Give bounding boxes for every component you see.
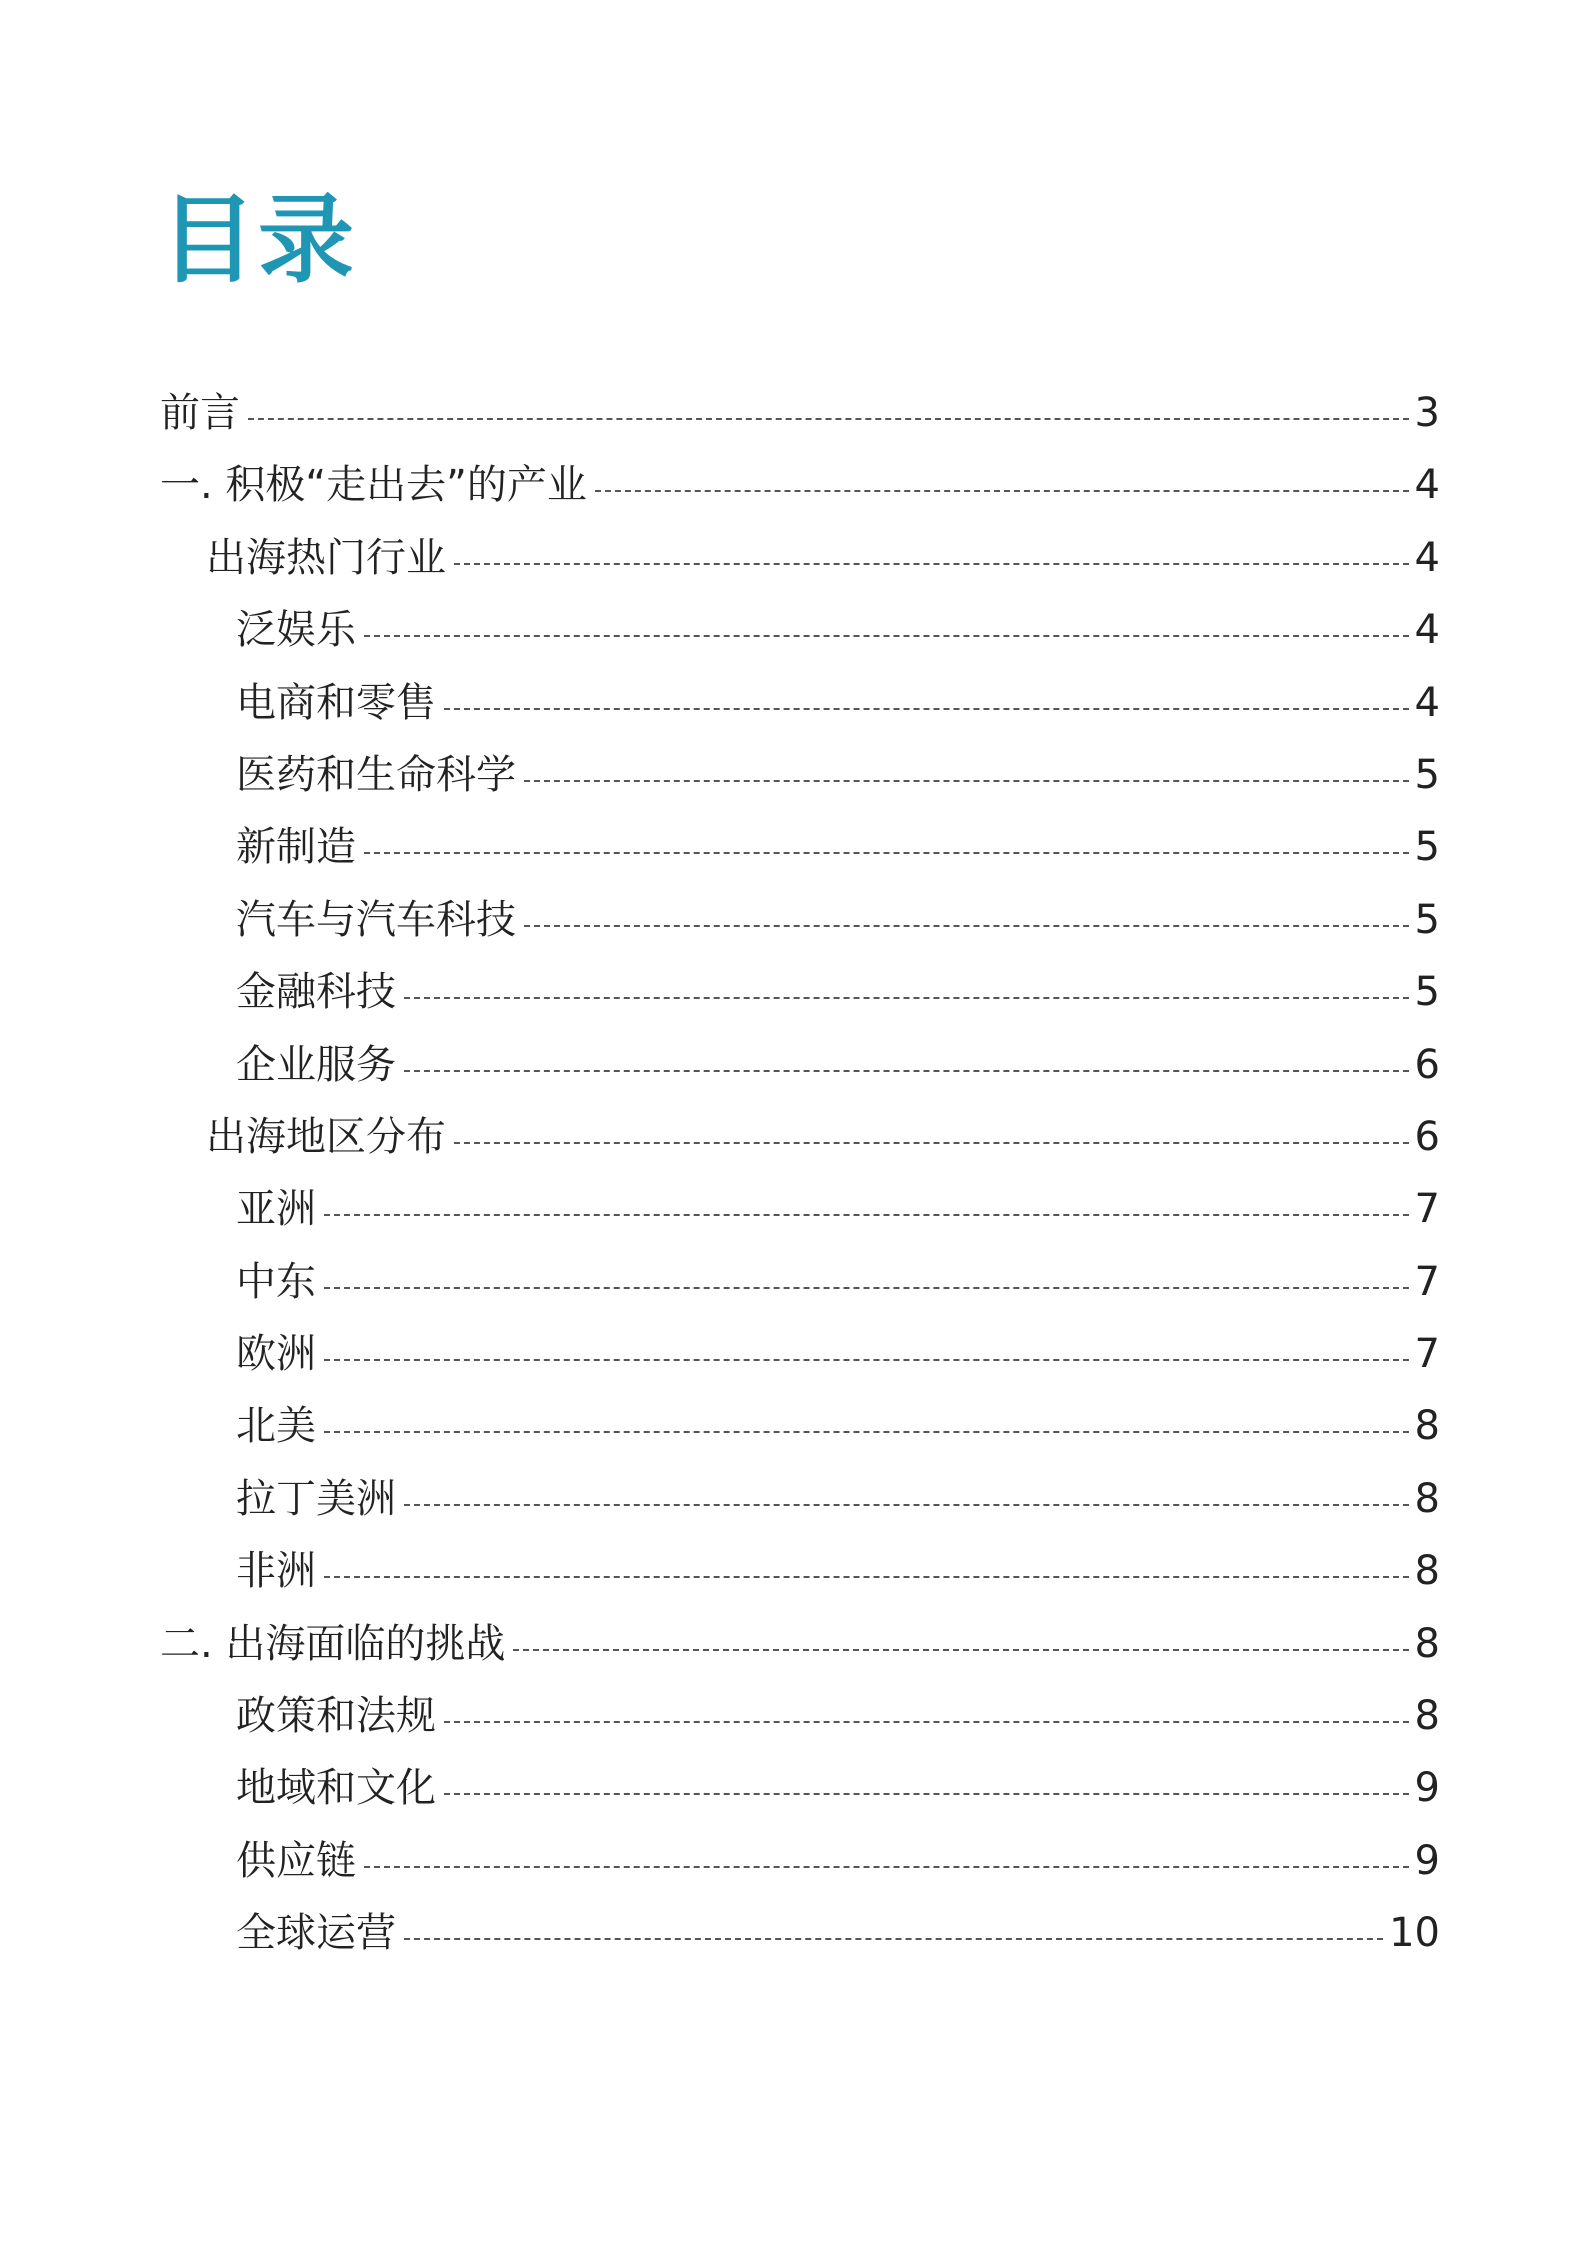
page-title: 目录 — [160, 184, 356, 296]
toc-entry[interactable] — [160, 811, 1440, 883]
dot-leader — [454, 563, 1409, 565]
dot-leader — [524, 925, 1409, 927]
toc-entry[interactable] — [160, 1173, 1440, 1245]
dot-leader — [324, 1431, 1409, 1433]
dot-leader — [404, 1070, 1409, 1072]
dot-leader — [404, 1938, 1383, 1940]
toc-entry-page: 7 — [1414, 1258, 1440, 1305]
toc-entry[interactable] — [160, 1029, 1440, 1101]
toc-entry-label: 北美 — [236, 1403, 316, 1450]
dot-leader — [364, 1866, 1409, 1868]
toc-entry[interactable] — [160, 1752, 1440, 1824]
toc-entry-page: 9 — [1414, 1837, 1440, 1884]
toc-entry[interactable] — [160, 1246, 1440, 1318]
toc-entry-page: 10 — [1389, 1910, 1440, 1957]
toc-entry-page: 8 — [1414, 1693, 1440, 1740]
toc-entry[interactable] — [160, 1463, 1440, 1535]
toc-entry-page: 6 — [1414, 1113, 1440, 1160]
toc-entry-page: 8 — [1414, 1475, 1440, 1522]
toc-entry-page: 4 — [1414, 462, 1440, 509]
toc-entry-label: 亚洲 — [236, 1186, 316, 1233]
toc-entry-label: 电商和零售 — [236, 679, 436, 726]
toc-entry[interactable] — [160, 522, 1440, 594]
toc-entry[interactable] — [160, 1101, 1440, 1173]
toc-entry-page: 6 — [1414, 1041, 1440, 1088]
toc-entry[interactable] — [160, 1608, 1440, 1680]
dot-leader — [404, 1504, 1409, 1506]
toc-entry-page: 7 — [1414, 1186, 1440, 1233]
dot-leader — [364, 852, 1409, 854]
toc-entry-page: 5 — [1414, 969, 1440, 1016]
toc-entry[interactable] — [160, 1390, 1440, 1462]
dot-leader — [324, 1359, 1409, 1361]
toc-entry-page: 5 — [1414, 751, 1440, 798]
toc-entry[interactable] — [160, 884, 1440, 956]
toc-entry[interactable] — [160, 1825, 1440, 1897]
toc-entry-page: 7 — [1414, 1331, 1440, 1378]
toc-entry-page: 3 — [1414, 390, 1440, 436]
toc-entry[interactable] — [160, 1897, 1440, 1969]
dot-leader — [364, 635, 1409, 637]
dot-leader — [454, 1142, 1409, 1144]
toc-entry-label: 金融科技 — [236, 969, 396, 1016]
toc-entry-page: 5 — [1414, 896, 1440, 943]
toc-entry[interactable] — [160, 739, 1440, 811]
dot-leader — [444, 708, 1409, 710]
toc-entry-page: 9 — [1414, 1765, 1440, 1812]
toc-entry-label: 二. 出海面临的挑战 — [160, 1620, 506, 1667]
dot-leader — [324, 1287, 1409, 1289]
dot-leader — [324, 1214, 1409, 1216]
toc-entry-label: 拉丁美洲 — [236, 1475, 396, 1522]
toc-entry-page: 4 — [1414, 534, 1440, 581]
toc-entry-label: 出海热门行业 — [206, 534, 446, 581]
toc-entry-label: 非洲 — [236, 1548, 316, 1595]
table-of-contents — [160, 377, 1440, 1970]
toc-entry-page: 5 — [1414, 824, 1440, 871]
toc-entry-label: 新制造 — [236, 824, 356, 871]
toc-entry-label: 医药和生命科学 — [236, 751, 516, 798]
dot-leader — [404, 997, 1409, 999]
toc-entry-label: 全球运营 — [236, 1910, 396, 1957]
toc-entry[interactable] — [160, 1535, 1440, 1607]
toc-entry-page: 8 — [1414, 1403, 1440, 1450]
toc-entry-label: 出海地区分布 — [206, 1113, 446, 1160]
toc-entry[interactable] — [160, 377, 1440, 449]
toc-entry-label: 一. 积极“走出去”的产业 — [160, 462, 587, 509]
toc-entry[interactable] — [160, 667, 1440, 739]
toc-entry-label: 供应链 — [236, 1837, 356, 1884]
dot-leader — [444, 1793, 1409, 1795]
toc-entry-page: 8 — [1414, 1620, 1440, 1667]
toc-entry-label: 前言 — [160, 390, 240, 436]
dot-leader — [524, 780, 1409, 782]
toc-entry-label: 汽车与汽车科技 — [236, 896, 516, 943]
toc-entry-label: 地域和文化 — [236, 1765, 436, 1812]
toc-entry[interactable] — [160, 1680, 1440, 1752]
dot-leader — [595, 490, 1409, 492]
dot-leader — [444, 1721, 1409, 1723]
toc-entry[interactable] — [160, 594, 1440, 666]
toc-entry-label: 泛娱乐 — [236, 607, 356, 654]
toc-entry-label: 欧洲 — [236, 1331, 316, 1378]
dot-leader — [248, 418, 1409, 420]
toc-entry-page: 8 — [1414, 1548, 1440, 1595]
toc-entry-label: 中东 — [236, 1258, 316, 1305]
dot-leader — [513, 1649, 1408, 1651]
toc-entry-label: 政策和法规 — [236, 1693, 436, 1740]
dot-leader — [324, 1576, 1409, 1578]
toc-entry-page: 4 — [1414, 679, 1440, 726]
toc-entry[interactable] — [160, 956, 1440, 1028]
toc-entry-label: 企业服务 — [236, 1041, 396, 1088]
toc-entry-page: 4 — [1414, 607, 1440, 654]
toc-entry[interactable] — [160, 1318, 1440, 1390]
toc-entry[interactable] — [160, 449, 1440, 521]
